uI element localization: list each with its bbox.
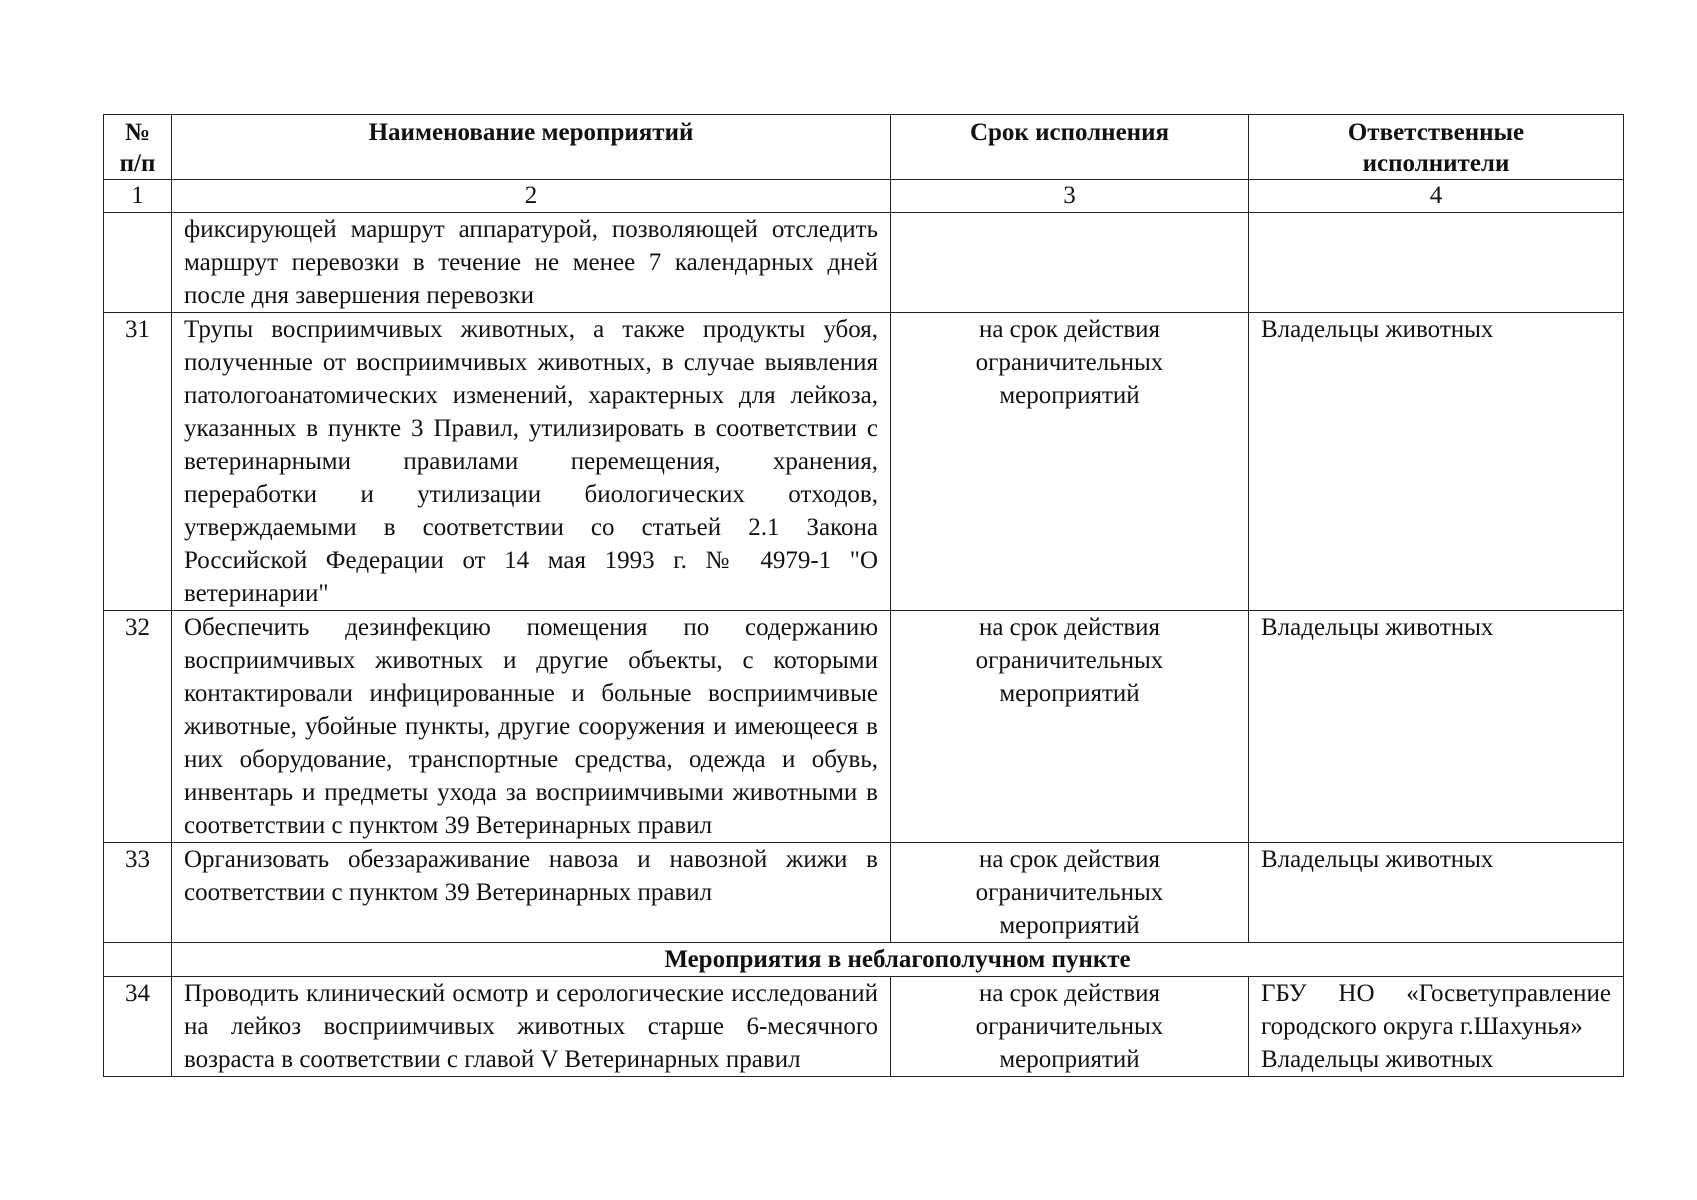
measure-term: на срок действия ограничительных мероприятий: [891, 611, 1249, 843]
measure-term: на срок действия ограничительных мероприятий: [891, 313, 1249, 611]
row-number: 34: [104, 977, 172, 1077]
column-index-cell: 4: [1249, 180, 1624, 213]
measure-responsible: Владельцы животных: [1249, 611, 1624, 843]
measure-term: [891, 213, 1249, 313]
section-empty-cell: [104, 943, 172, 977]
measures-table: [103, 114, 1624, 1077]
section-row: [104, 943, 1624, 977]
table-header-row: [104, 115, 1624, 180]
responsible-organization: ГБУ НО «Госветуправление городского округа г.Шахунья»: [1261, 980, 1611, 1040]
table-row: [104, 611, 1624, 843]
header-responsible: Ответственные исполнители: [1249, 115, 1624, 180]
table-row: [104, 843, 1624, 943]
row-number: 32: [104, 611, 172, 843]
row-number: 31: [104, 313, 172, 611]
column-index-cell: 1: [104, 180, 172, 213]
measure-responsible: [1249, 977, 1624, 1077]
header-name: Наименование мероприятий: [172, 115, 891, 180]
row-number: 33: [104, 843, 172, 943]
measure-name: Трупы восприимчивых животных, а также продукты убоя, полученные от восприимчивых животных, в случае выявления патологоанатомических изменений, характерных для лейкоза, указанных в пункте 3 Правил, утилизировать в соответствии с ветеринарными правилами перемещения, хранения, переработки и утилизации биологических отходов, утверждаемыми в соответствии со статьей 2.1 Закона Российской Федерации от 14 мая 1993 г. № 4979-1 "О ветеринарии": [172, 313, 891, 611]
table-row: [104, 213, 1624, 313]
measure-responsible: [1249, 213, 1624, 313]
row-number: [104, 213, 172, 313]
measure-name: фиксирующей маршрут аппаратурой, позволяющей отследить маршрут перевозки в течение не менее 7 календарных дней после дня завершения перевозки: [172, 213, 891, 313]
measure-responsible: Владельцы животных: [1249, 313, 1624, 611]
measure-name: Обеспечить дезинфекцию помещения по содержанию восприимчивых животных и другие объекты, с которыми контактировали инфицированные и больные восприимчивые животные, убойные пункты, другие сооружения и имеющееся в них оборудование, транспортные средства, одежда и обувь, инвентарь и предметы ухода за восприимчивыми животными в соответствии с пунктом 39 Ветеринарных правил: [172, 611, 891, 843]
column-index-cell: 2: [172, 180, 891, 213]
measure-responsible: Владельцы животных: [1249, 843, 1624, 943]
measure-term: на срок действия ограничительных мероприятий: [891, 977, 1249, 1077]
measure-name: Проводить клинический осмотр и серологические исследований на лейкоз восприимчивых животных старше 6-месячного возраста в соответствии с главой V Ветеринарных правил: [172, 977, 891, 1077]
table-row: [104, 977, 1624, 1077]
responsible-owner: Владельцы животных: [1261, 1046, 1494, 1073]
section-title: Мероприятия в неблагополучном пункте: [172, 943, 1624, 977]
header-term: Срок исполнения: [891, 115, 1249, 180]
column-index-row: [104, 180, 1624, 213]
column-index-cell: 3: [891, 180, 1249, 213]
measure-term: на срок действия ограничительных мероприятий: [891, 843, 1249, 943]
measure-name: Организовать обеззараживание навоза и навозной жижи в соответствии с пунктом 39 Ветеринарных правил: [172, 843, 891, 943]
table-row: [104, 313, 1624, 611]
header-num: № п/п: [104, 115, 172, 180]
